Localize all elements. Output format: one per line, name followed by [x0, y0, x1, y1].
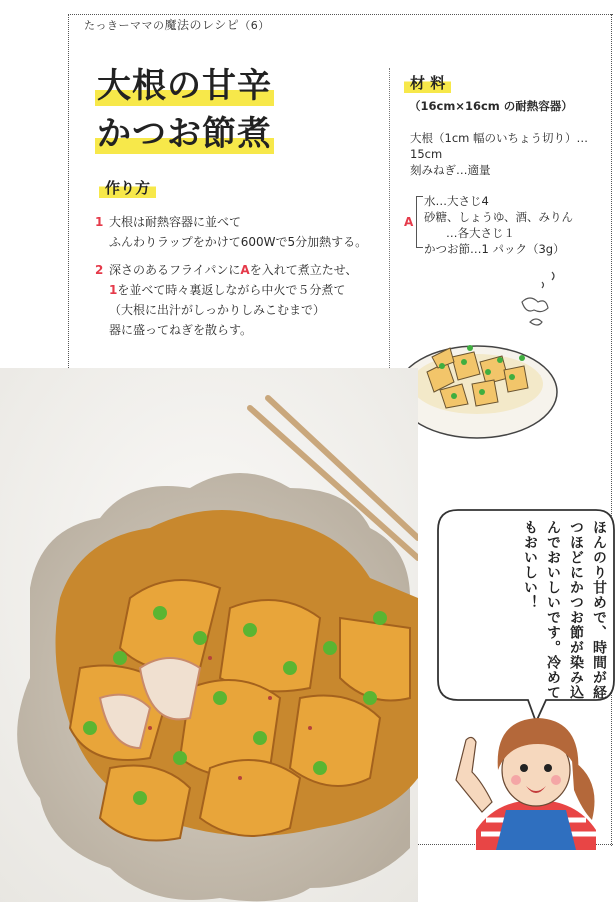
- ingredient-item: 15cm: [410, 147, 443, 161]
- ingredients-list: [410, 130, 588, 178]
- step-text-part: 深さのあるフライパンに: [109, 263, 241, 277]
- step-text: [109, 260, 367, 280]
- ref-a: A: [240, 263, 250, 277]
- method-heading: 作り方: [99, 177, 156, 198]
- step-text-part: を入れて煮立たせ、: [249, 263, 358, 277]
- series-label: たっきーママの: [84, 19, 165, 32]
- group-bracket: [416, 196, 423, 248]
- step-text: ふんわりラップをかけて600Wで5分加熱する。: [109, 235, 368, 249]
- series-header: [78, 16, 276, 33]
- ingredient-item: 大根（1cm 幅のいちょう切り）…: [410, 131, 588, 145]
- container-size: （16cm×16cm の耐熱容器）: [409, 99, 573, 113]
- ingredient-item: 水…大さじ4: [424, 194, 489, 208]
- title-line-2: かつお節煮: [97, 110, 272, 158]
- step-text: 大根は耐熱容器に並べて: [109, 215, 242, 229]
- ingredient-item: …各大さじ１: [446, 226, 515, 240]
- speech-text: ほんのり甘めで、時間が経つほどにかつお節が染み込んでおいしいです。冷めてもおいしい！: [522, 520, 607, 700]
- column-divider: [389, 68, 390, 368]
- step-text: （大根に出汁がしっかりしみこむまで）: [109, 303, 326, 317]
- ingredient-item: 砂糖、しょうゆ、酒、みりん: [424, 210, 574, 224]
- step-number: 1: [95, 215, 104, 229]
- food-photo: [0, 368, 418, 902]
- chef-mom-illustration: [436, 710, 614, 850]
- step-2: [95, 260, 367, 340]
- ingredients-group-a: [424, 193, 573, 257]
- ingredient-item: かつお節…1 パック（3g）: [424, 242, 565, 256]
- step-text: [109, 280, 367, 300]
- step-1: [95, 212, 367, 252]
- ref-1: 1: [109, 283, 118, 297]
- step-number: 2: [95, 263, 104, 277]
- step-text-part: を並べて時々裏返しながら中火で５分煮て: [117, 283, 346, 297]
- step-text: 器に盛ってねぎを散らす。: [109, 323, 253, 337]
- ingredients-heading: 材 料: [404, 72, 451, 93]
- method-steps: [95, 212, 367, 348]
- recipe-title: [97, 62, 272, 158]
- series-number: （6）: [239, 19, 270, 32]
- ingredient-item: 刻みねぎ…適量: [410, 163, 491, 177]
- title-line-1: 大根の甘辛: [97, 62, 272, 110]
- group-label: A: [404, 215, 414, 229]
- series-emph: 魔法のレシピ: [164, 18, 240, 32]
